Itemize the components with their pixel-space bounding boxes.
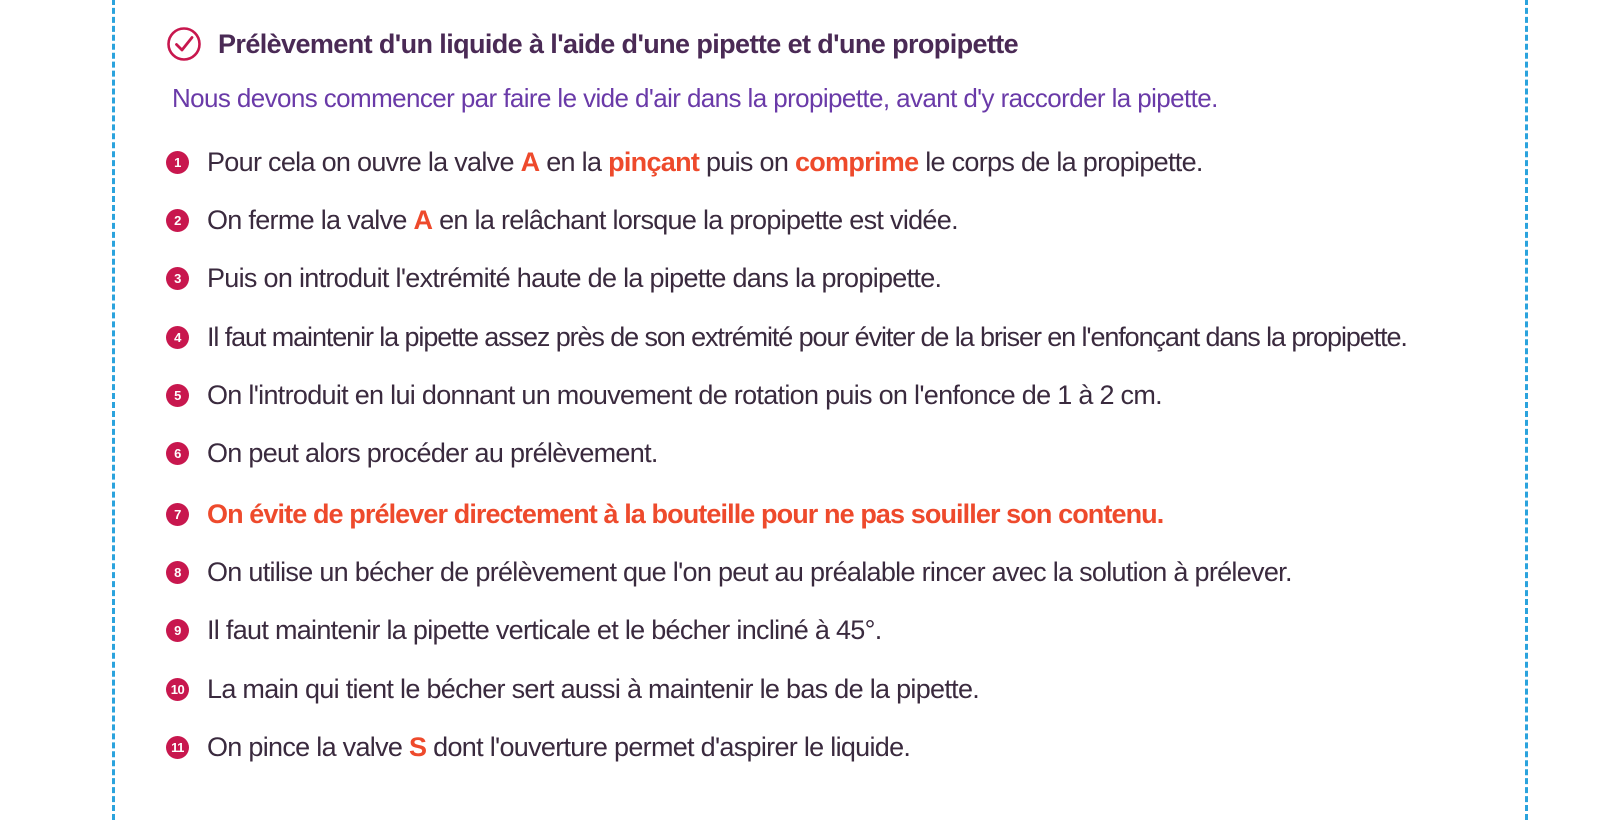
step-item bbox=[166, 727, 910, 767]
highlighted-term: pinçant bbox=[608, 146, 700, 177]
step-text-run: On peut alors procéder au prélèvement. bbox=[207, 437, 658, 468]
step-number-badge: 6 bbox=[166, 442, 189, 465]
step-text-run: le corps de la propipette. bbox=[918, 146, 1203, 177]
step-text bbox=[207, 438, 658, 469]
intro-text: Nous devons commencer par faire le vide d'air dans la propipette, avant d'y raccorder la pipette. bbox=[172, 83, 1218, 113]
step-item bbox=[166, 552, 1292, 592]
highlighted-term: A bbox=[520, 146, 540, 177]
step-item bbox=[166, 200, 958, 240]
step-item bbox=[166, 142, 1203, 182]
step-text-run: On ferme la valve bbox=[207, 204, 414, 235]
highlighted-term: comprime bbox=[794, 146, 919, 177]
step-number-badge: 10 bbox=[166, 678, 189, 701]
step-text-run: On utilise un bécher de prélèvement que l'on peut au préalable rincer avec la solution à prélever. bbox=[207, 556, 1292, 587]
step-text bbox=[207, 557, 1292, 588]
step-number-badge: 1 bbox=[166, 151, 189, 174]
step-text-run: On évite de prélever directement à la bouteille pour ne pas souiller son contenu. bbox=[207, 498, 1164, 529]
step-text-run: La main qui tient le bécher sert aussi à maintenir le bas de la pipette. bbox=[207, 673, 980, 704]
page-title: Prélèvement d'un liquide à l'aide d'une pipette et d'une propipette bbox=[218, 28, 1019, 59]
step-number-badge: 9 bbox=[166, 619, 189, 642]
step-text-run: Il faut maintenir la pipette verticale et le bécher incliné à 45°. bbox=[207, 614, 882, 645]
step-text bbox=[207, 380, 1162, 411]
check-circle-icon bbox=[166, 26, 202, 62]
step-text bbox=[207, 263, 941, 294]
step-item bbox=[166, 258, 941, 298]
step-text-run: Pour cela on ouvre la valve bbox=[207, 146, 521, 177]
step-number-badge: 7 bbox=[166, 503, 189, 526]
step-item bbox=[166, 433, 658, 473]
step-item bbox=[166, 669, 979, 709]
step-number-badge: 8 bbox=[166, 561, 189, 584]
step-text bbox=[207, 615, 882, 646]
step-text-run: en la bbox=[539, 146, 609, 177]
highlighted-term: A bbox=[413, 204, 433, 235]
step-number-badge: 3 bbox=[166, 267, 189, 290]
step-text bbox=[207, 674, 979, 705]
title-row bbox=[166, 24, 1018, 64]
step-item-warning bbox=[166, 494, 1163, 534]
highlighted-term: S bbox=[409, 731, 427, 762]
step-number-badge: 11 bbox=[166, 736, 189, 759]
step-text-run: Il faut maintenir la pipette assez près de son extrémité pour éviter de la briser en l'enfonçant dans la propipette. bbox=[207, 321, 1407, 352]
step-text-run: Puis on introduit l'extrémité haute de la pipette dans la propipette. bbox=[207, 262, 942, 293]
step-text bbox=[207, 322, 1407, 353]
step-text-run: en la relâchant lorsque la propipette est vidée. bbox=[432, 204, 958, 235]
step-text-run: On l'introduit en lui donnant un mouvement de rotation puis on l'enfonce de 1 à 2 cm. bbox=[207, 379, 1162, 410]
step-text bbox=[207, 732, 910, 763]
step-number-badge: 4 bbox=[166, 326, 189, 349]
step-item bbox=[166, 375, 1162, 415]
step-text bbox=[207, 205, 958, 236]
step-text-run: On pince la valve bbox=[207, 731, 410, 762]
step-item bbox=[166, 610, 882, 650]
step-number-badge: 5 bbox=[166, 384, 189, 407]
step-text-run: puis on bbox=[699, 146, 795, 177]
step-number-badge: 2 bbox=[166, 209, 189, 232]
step-text bbox=[207, 499, 1163, 530]
step-text-run: dont l'ouverture permet d'aspirer le liquide. bbox=[426, 731, 911, 762]
step-text bbox=[207, 147, 1203, 178]
step-item bbox=[166, 317, 1407, 357]
